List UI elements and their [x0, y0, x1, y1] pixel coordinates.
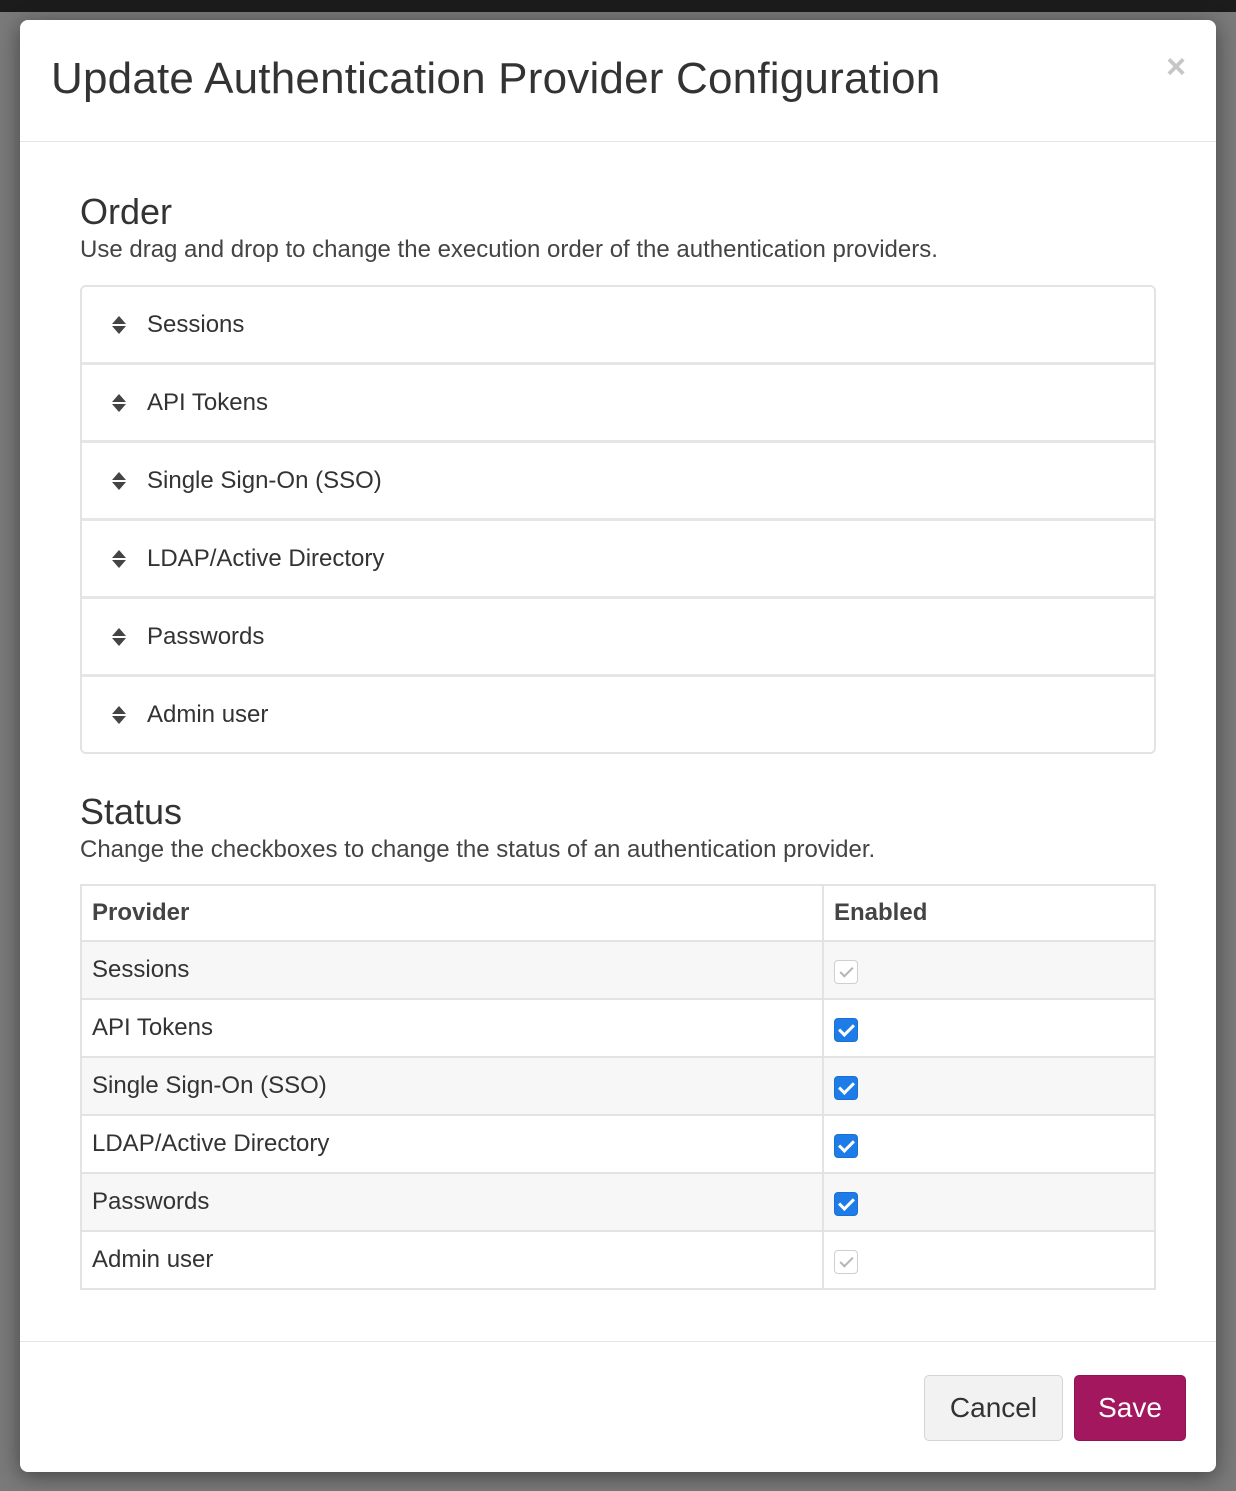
provider-cell: Passwords: [81, 1173, 823, 1231]
background-topbar: [0, 0, 1236, 12]
order-description: Use drag and drop to change the execution order of the authentication providers.: [80, 236, 938, 263]
table-header-row: [81, 885, 1155, 941]
provider-cell: API Tokens: [81, 999, 823, 1057]
enabled-cell: [823, 1173, 1155, 1231]
order-item-label: Admin user: [147, 700, 269, 728]
order-item-label: API Tokens: [147, 388, 268, 416]
status-heading: Status: [80, 791, 183, 832]
order-item-passwords[interactable]: [82, 599, 1154, 677]
provider-cell: LDAP/Active Directory: [81, 1115, 823, 1173]
table-row: [81, 1115, 1155, 1173]
order-item-label: Sessions: [147, 310, 245, 338]
order-heading: Order: [80, 191, 173, 232]
cancel-button[interactable]: Cancel: [924, 1375, 1063, 1441]
order-item-label: Passwords: [147, 622, 265, 650]
table-row: [81, 1173, 1155, 1231]
order-item-admin-user[interactable]: [82, 677, 1154, 752]
column-header-enabled: Enabled: [823, 885, 1155, 941]
order-list: [80, 285, 1156, 754]
enabled-checkbox-disabled: [834, 1250, 858, 1274]
sort-icon: [111, 472, 127, 490]
provider-cell: Single Sign-On (SSO): [81, 1057, 823, 1115]
enabled-cell: [823, 941, 1155, 999]
modal-header: [20, 20, 1216, 142]
enabled-checkbox[interactable]: [834, 1134, 858, 1158]
enabled-checkbox-disabled: [834, 960, 858, 984]
status-table: [80, 884, 1156, 1290]
sort-icon: [111, 550, 127, 568]
provider-cell: Admin user: [81, 1231, 823, 1289]
save-button[interactable]: Save: [1074, 1375, 1186, 1441]
enabled-cell: [823, 1115, 1155, 1173]
order-item-label: Single Sign-On (SSO): [147, 466, 382, 494]
order-item-api-tokens[interactable]: [82, 365, 1154, 443]
sort-icon: [111, 628, 127, 646]
enabled-cell: [823, 999, 1155, 1057]
table-row: [81, 999, 1155, 1057]
modal-title: Update Authentication Provider Configuration: [51, 54, 941, 103]
auth-provider-config-modal: [20, 20, 1216, 1472]
enabled-cell: [823, 1231, 1155, 1289]
enabled-checkbox[interactable]: [834, 1192, 858, 1216]
enabled-checkbox[interactable]: [834, 1076, 858, 1100]
sort-icon: [111, 316, 127, 334]
order-item-sso[interactable]: [82, 443, 1154, 521]
enabled-cell: [823, 1057, 1155, 1115]
order-item-label: LDAP/Active Directory: [147, 544, 385, 572]
close-icon[interactable]: ×: [1166, 48, 1186, 86]
status-description: Change the checkboxes to change the status of an authentication provider.: [80, 836, 876, 863]
table-row: [81, 941, 1155, 999]
modal-footer: [20, 1341, 1216, 1472]
sort-icon: [111, 394, 127, 412]
order-item-sessions[interactable]: [82, 287, 1154, 365]
provider-cell: Sessions: [81, 941, 823, 999]
column-header-provider: Provider: [81, 885, 823, 941]
table-row: [81, 1231, 1155, 1289]
table-row: [81, 1057, 1155, 1115]
order-item-ldap[interactable]: [82, 521, 1154, 599]
enabled-checkbox[interactable]: [834, 1018, 858, 1042]
sort-icon: [111, 706, 127, 724]
